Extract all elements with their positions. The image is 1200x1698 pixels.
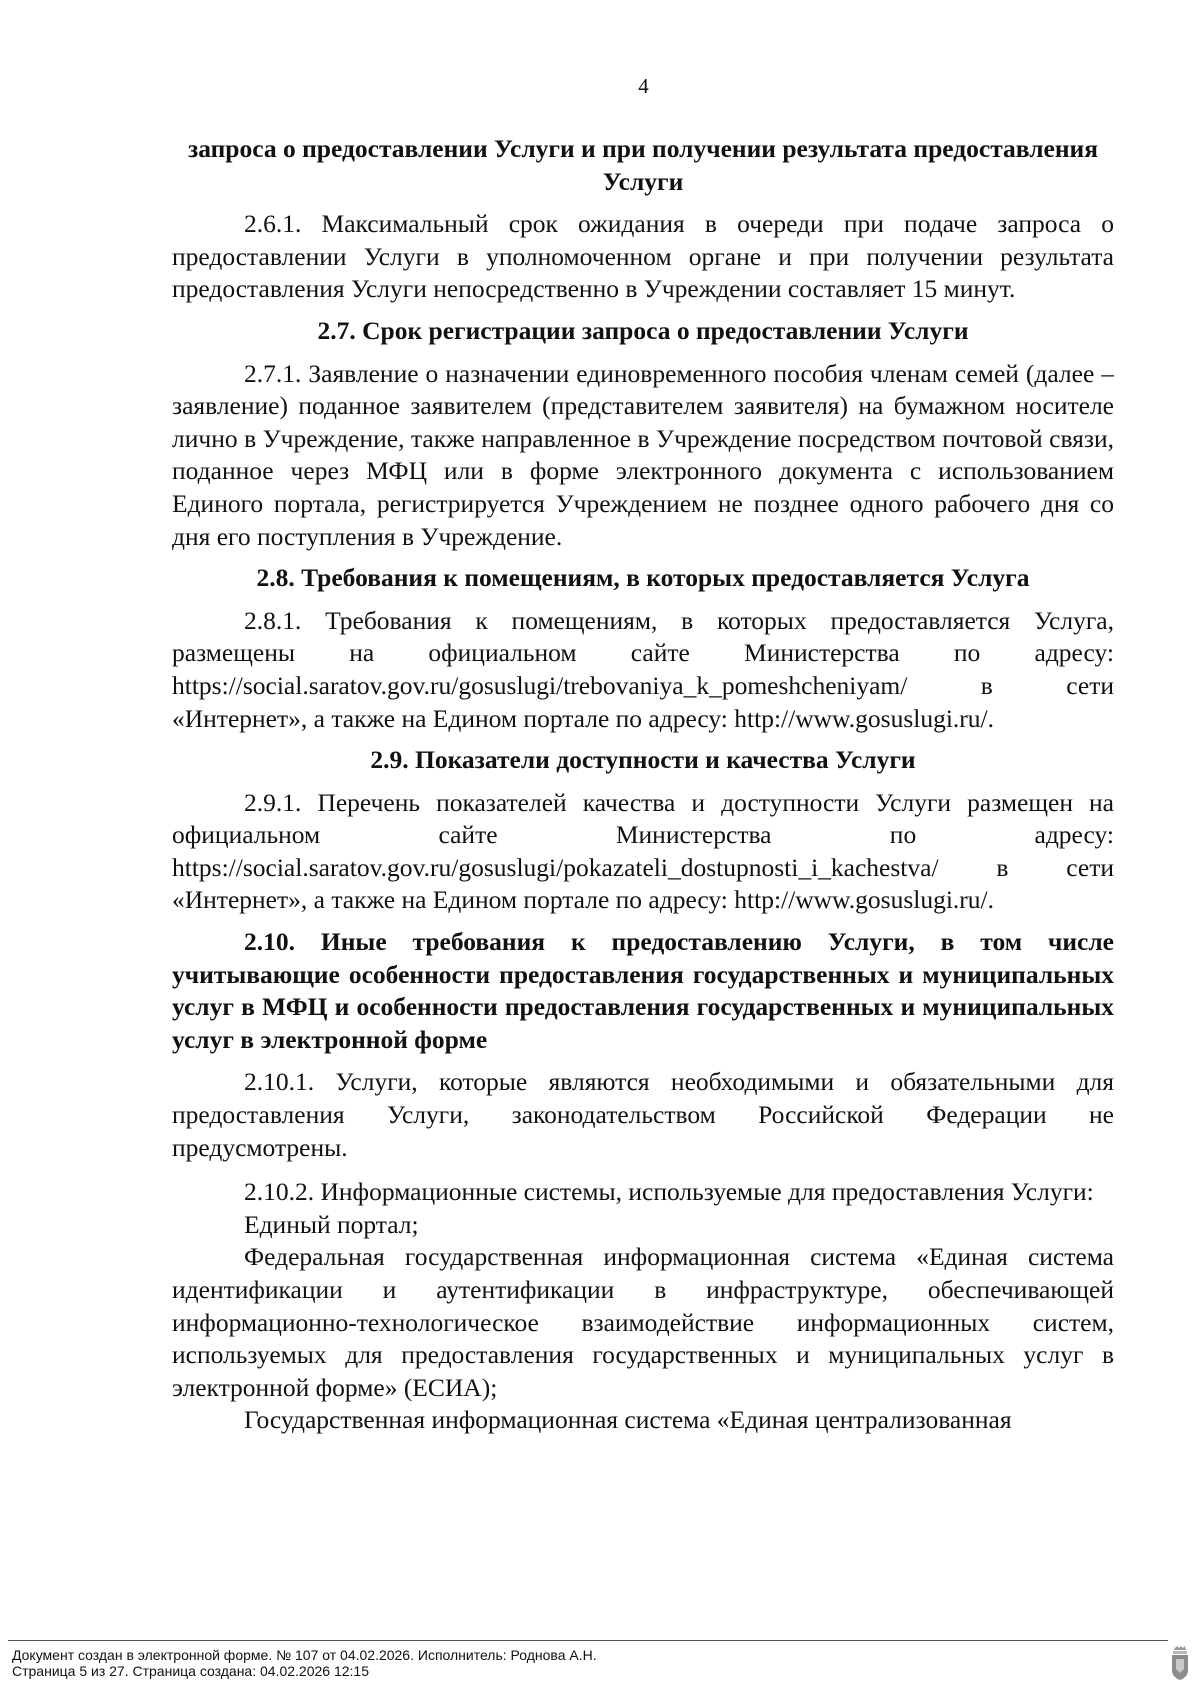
paragraph-2-10-1: 2.10.1. Услуги, которые являются необходимыми и обязательными для предоставления Услуги, законодательством Российской Федерации не предусмотрены. — [172, 1067, 1114, 1162]
document-body — [172, 133, 1114, 1437]
section-heading-2-8: 2.8. Требования к помещениям, в которых предоставляется Услуга — [256, 563, 1030, 593]
paragraph-2-7-1: 2.7.1. Заявление о назначении единовременного пособия членам семей (далее – заявление) поданное заявителем (представителем заявителя) на бумажном носителе лично в Учреждение, также направленное в Учреждение посредством почтовой связи, поданное через МФЦ или в форме электронного документа с использованием Единого портала, регистрируется Учреждением не позднее одного рабочего дня со дня его поступления в Учреждение. — [172, 358, 1114, 551]
page-number: 4 — [638, 74, 649, 98]
list-item-esia: Федеральная государственная информационная система «Единая система идентификации и аутентификации в инфраструктуре, обеспечивающей информационно-технологическое взаимодействие информационных систем, используемых для предоставления государственных и муниципальных услуг в электронной форме» (ЕСИА); — [172, 1242, 1114, 1402]
section-heading-2-7: 2.7. Срок регистрации запроса о предоставлении Услуги — [317, 315, 969, 345]
footer-line-document-info: Документ создан в электронной форме. № 107 от 04.02.2026. Исполнитель: Роднова А.Н. — [12, 1647, 597, 1663]
coat-of-arms-icon — [1170, 1646, 1190, 1680]
list-item-gis: Государственная информационная система «Единая централизованная — [244, 1405, 1012, 1435]
paragraph-2-8-1: 2.8.1. Требования к помещениям, в которых предоставляется Услуга, размещены на официальном сайте Министерства по адресу: https://social.saratov.gov.ru/gosuslugi/trebovaniya_k_pomeshcheniyam/ в сети «Интернет», а также на Едином портале по адресу: http://www.gosuslugi.ru/. — [172, 605, 1114, 733]
paragraph-2-9-1: 2.9.1. Перечень показателей качества и доступности Услуги размещен на официальном сайте Министерства по адресу: https://social.saratov.gov.ru/gosuslugi/pokazateli_dostupnosti_i_kachestva/ в сети «Интернет», а также на Едином портале по адресу: http://www.gosuslugi.ru/. — [172, 787, 1114, 915]
paragraph-2-10-2: 2.10.2. Информационные системы, используемые для предоставления Услуги: — [244, 1177, 1094, 1207]
footer-divider — [8, 1640, 1168, 1641]
section-heading-continued: запроса о предоставлении Услуги и при получении результата предоставления Услуги — [187, 134, 1099, 196]
paragraph-2-6-1: 2.6.1. Максимальный срок ожидания в очереди при подаче запроса о предоставлении Услуги в уполномоченном органе и при получении результата предоставления Услуги непосредственно в Учреждении составляет 15 минут. — [172, 209, 1114, 304]
section-heading-2-9: 2.9. Показатели доступности и качества Услуги — [370, 745, 916, 775]
document-footer — [12, 1647, 597, 1679]
section-heading-2-10: 2.10. Иные требования к предоставлению Услуги, в том числе учитывающие особенности предоставления государственных и муниципальных услуг в МФЦ и особенности предоставления государственных и муниципальных услуг в электронной форме — [172, 927, 1114, 1054]
footer-line-page-info: Страница 5 из 27. Страница создана: 04.02.2026 12:15 — [12, 1663, 369, 1679]
list-item-portal: Единый портал; — [244, 1209, 419, 1239]
